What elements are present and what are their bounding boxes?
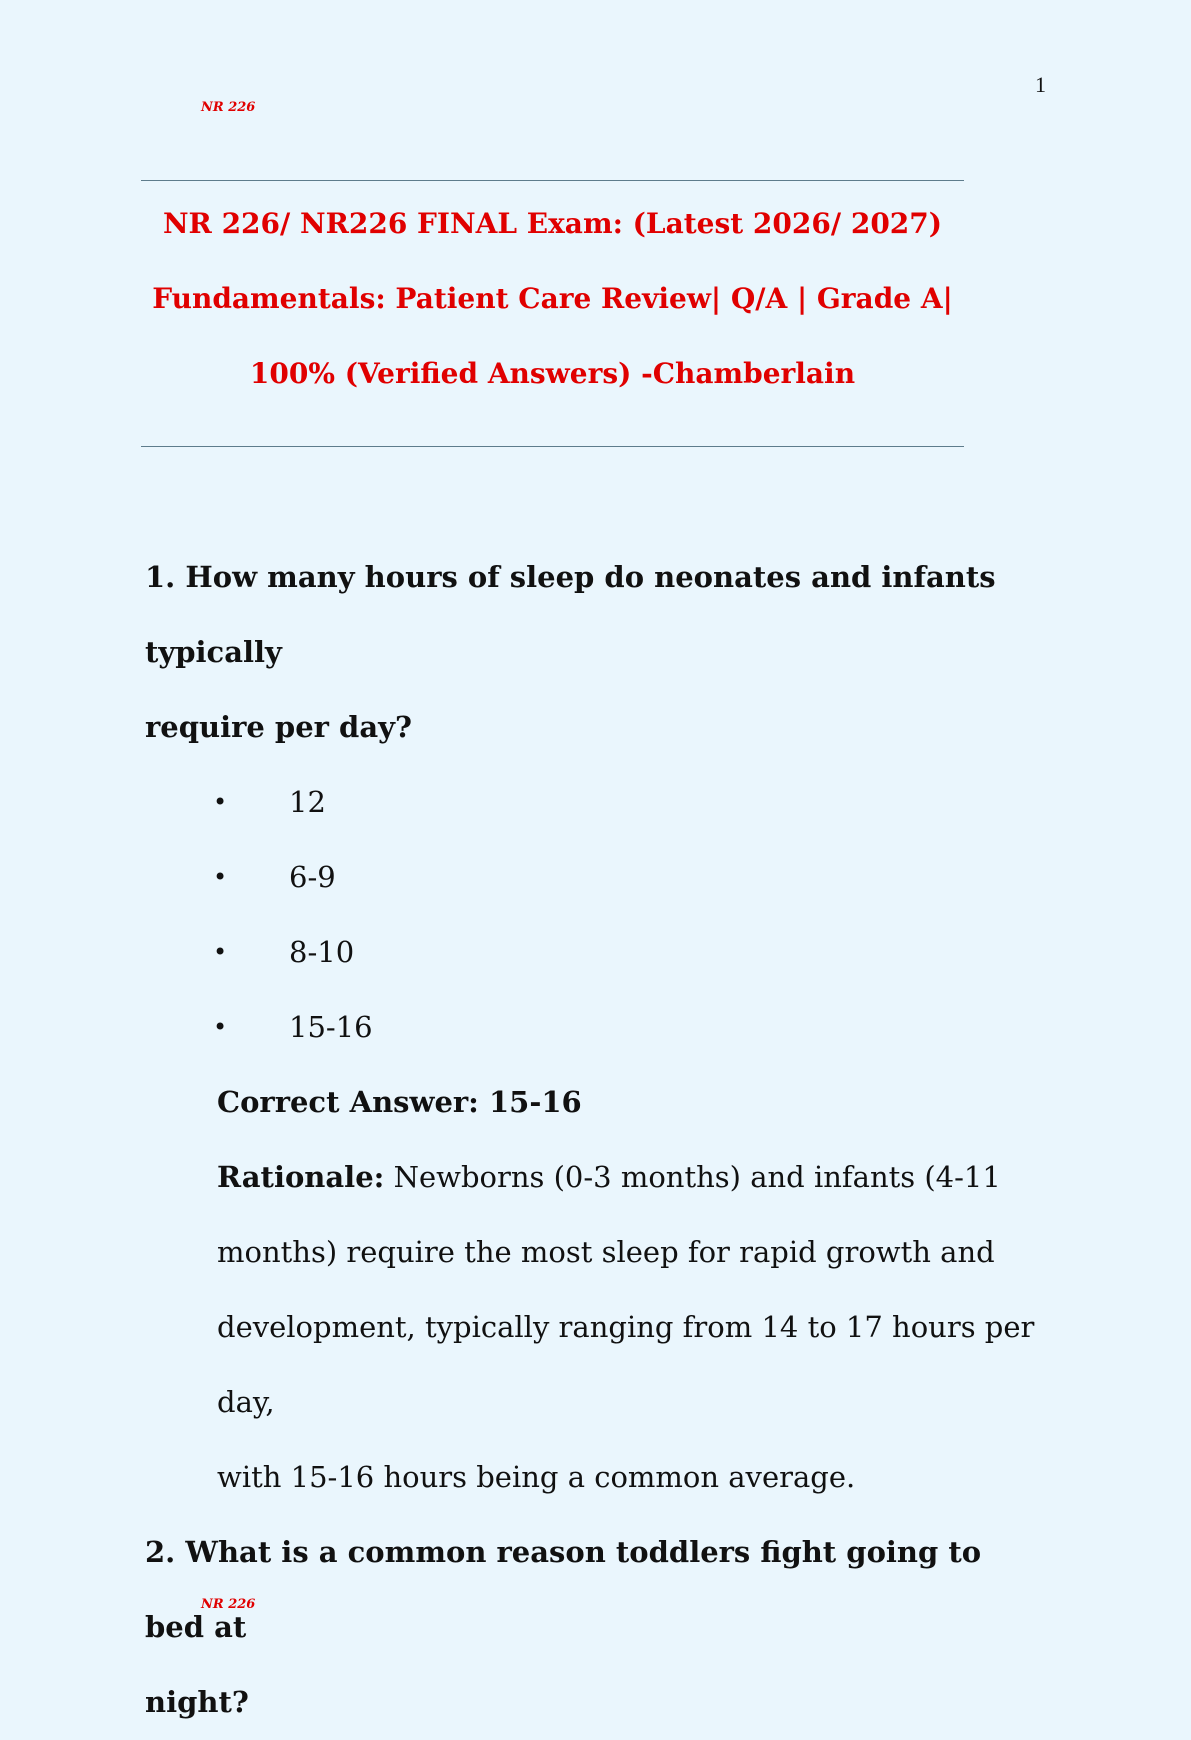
bullet-icon: • <box>213 1013 228 1041</box>
bullet-icon: • <box>213 863 228 891</box>
title-line-2: Fundamentals: Patient Care Review| Q/A | Grade A| <box>152 282 953 315</box>
question-1-options <box>145 765 1045 1065</box>
question-1-line-2: require per day? <box>145 710 412 744</box>
bullet-icon: • <box>213 788 228 816</box>
option-text: 6-9 <box>289 860 336 894</box>
list-item <box>145 915 1045 990</box>
document-body <box>145 540 1045 1740</box>
question-2-text <box>145 1515 1045 1740</box>
page-number: 1 <box>1035 72 1046 97</box>
option-text: 8-10 <box>289 935 355 969</box>
question-2-line-1: 2. What is a common reason toddlers fight going to bed at <box>145 1535 982 1644</box>
rationale-line-2: months) require the most sleep for rapid growth and <box>217 1235 995 1269</box>
title-bottom-rule <box>141 446 964 447</box>
title-top-rule <box>141 180 964 181</box>
option-text: 12 <box>289 785 326 819</box>
question-1-text <box>145 540 1045 765</box>
title-line-1: NR 226/ NR226 FINAL Exam: (Latest 2026/ 2027) <box>162 207 943 240</box>
question-1-line-1: 1. How many hours of sleep do neonates and infants typically <box>145 560 996 669</box>
rationale-label: Rationale: <box>217 1160 385 1194</box>
bullet-icon: • <box>213 938 228 966</box>
rationale-line-4: with 15-16 hours being a common average. <box>217 1460 856 1494</box>
rationale-line-1: Newborns (0-3 months) and infants (4-11 <box>393 1160 1001 1194</box>
question-2 <box>145 1515 1045 1740</box>
document-title <box>141 186 964 411</box>
question-2-line-2: night? <box>145 1685 249 1719</box>
correct-answer: Correct Answer: 15-16 <box>217 1085 582 1119</box>
question-1 <box>145 540 1045 1515</box>
rationale-line-3: development, typically ranging from 14 to 17 hours per day, <box>217 1310 1035 1419</box>
option-text: 15-16 <box>289 1010 373 1044</box>
list-item <box>145 765 1045 840</box>
list-item <box>145 990 1045 1065</box>
list-item <box>145 840 1045 915</box>
running-footer: NR 226 <box>201 1597 256 1612</box>
title-line-3: 100% (Verified Answers) -Chamberlain <box>249 357 856 390</box>
running-header: NR 226 <box>201 100 256 115</box>
rationale <box>145 1140 1045 1515</box>
